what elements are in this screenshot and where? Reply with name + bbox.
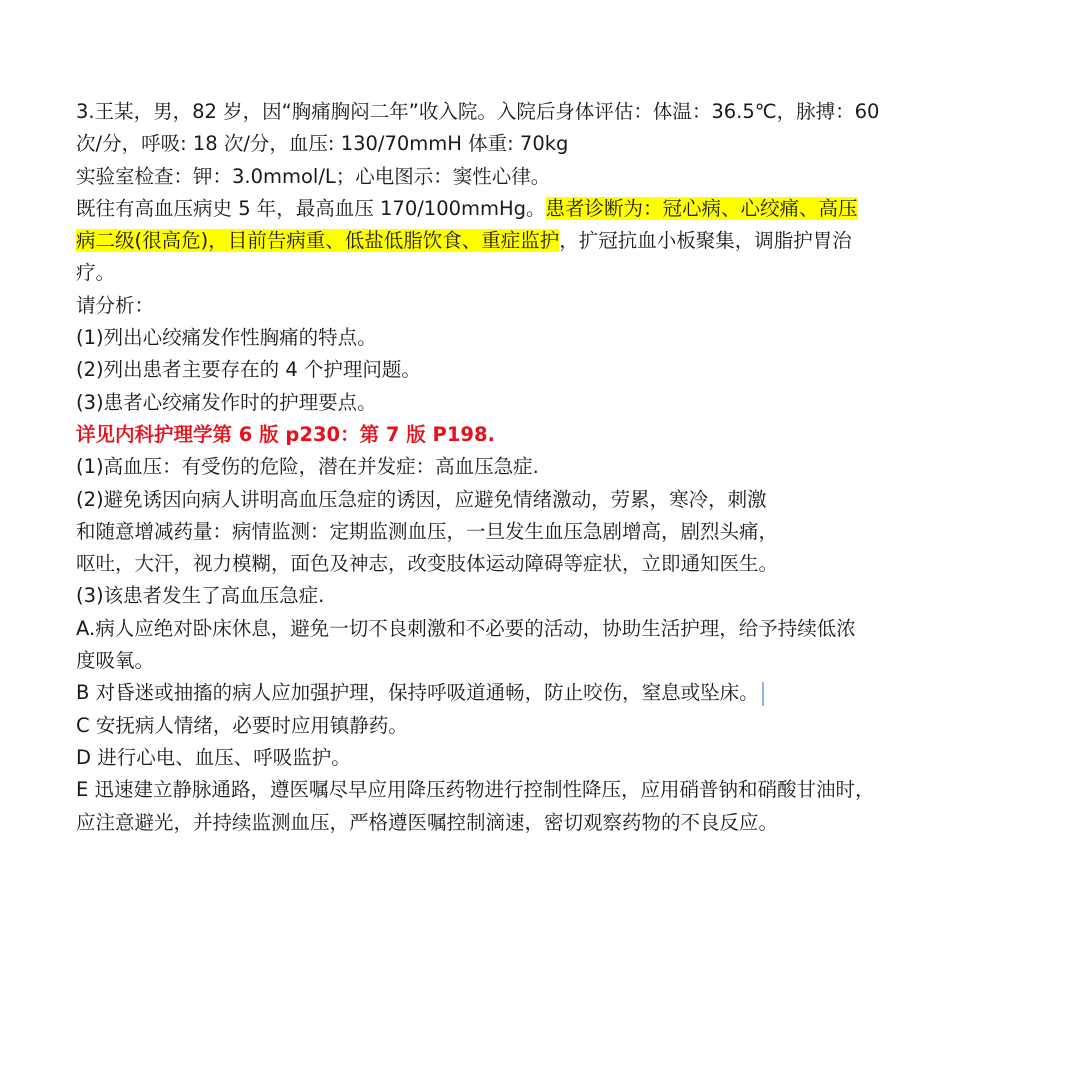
question-3: (3)患者心绞痛发作时的护理要点。: [76, 390, 377, 414]
point-b-text: B 对昏迷或抽搐的病人应加强护理，保持呼吸道通畅，防止咬伤，窒息或坠床。: [76, 681, 759, 705]
point-c: C 安抚病人情绪，必要时应用镇静药。: [76, 713, 408, 737]
point-a-line-1: A.病人应绝对卧床休息，避免一切不良刺激和不必要的活动，协助生活护理，给予持续低浓: [76, 616, 856, 640]
point-b: [76, 677, 936, 709]
answer-2-line-2: 和随意增减药量：病情监测：定期监测血压，一旦发生血压急剧增高，剧烈头痛，: [76, 519, 779, 543]
answer-2-line-3: 呕吐，大汗，视力模糊，面色及神志，改变肢体运动障碍等症状，立即通知医生。: [76, 552, 779, 576]
answer-3: (3)该患者发生了高血压急症.: [76, 584, 325, 608]
history-diagnosis-line: [76, 193, 936, 225]
diagnosis-continued-line: [76, 225, 936, 257]
point-e-line-2: 应注意避光，并持续监测血压，严格遵医嘱控制滴速，密切观察药物的不良反应。: [76, 810, 779, 834]
case-vitals-line: 次/分，呼吸: 18 次/分，血压: 130/70mmH 体重: 70kg: [76, 132, 569, 156]
question-1: (1)列出心绞痛发作性胸痛的特点。: [76, 326, 377, 350]
point-d: D 进行心电、血压、呼吸监护。: [76, 745, 351, 769]
question-2: (2)列出患者主要存在的 4 个护理问题。: [76, 358, 421, 382]
diagnosis-highlight: 患者诊断为：冠心病、心绞痛、高压: [545, 196, 858, 220]
treatment-text: ，扩冠抗血小板聚集，调脂护胃治: [559, 229, 852, 253]
point-a-line-2: 度吸氧。: [76, 649, 155, 673]
lab-exam-line: 实验室检查：钾：3.0mmol/L；心电图示：窦性心律。: [76, 164, 551, 188]
treatment-end-line: 疗。: [76, 261, 116, 285]
answer-1: (1)高血压：有受伤的危险，潜在并发症：高血压急症.: [76, 455, 539, 479]
diagnosis-highlight-continued: 病二级(很高危)，目前告病重、低盐低脂饮食、重症监护: [76, 229, 560, 253]
textbook-reference: 详见内科护理学第 6 版 p230：第 7 版 P198.: [76, 422, 495, 446]
analysis-prompt: 请分析：: [76, 293, 155, 317]
text-cursor: [762, 682, 764, 706]
case-intro-line: 3.王某，男，82 岁，因“胸痛胸闷二年”收入院。入院后身体评估：体温：36.5℃，脉搏：60: [76, 100, 880, 123]
answer-2-line-1: (2)避免诱因向病人讲明高血压急症的诱因，应避免情绪激动，劳累，寒冷，刺激: [76, 487, 767, 511]
history-text: 既往有高血压病史 5 年，最高血压 170/100mmHg。: [76, 196, 546, 220]
document-body: [76, 96, 936, 839]
point-e-line-1: E 迅速建立静脉通路，遵医嘱尽早应用降压药物进行控制性降压，应用硝普钠和硝酸甘油时，: [76, 778, 875, 802]
